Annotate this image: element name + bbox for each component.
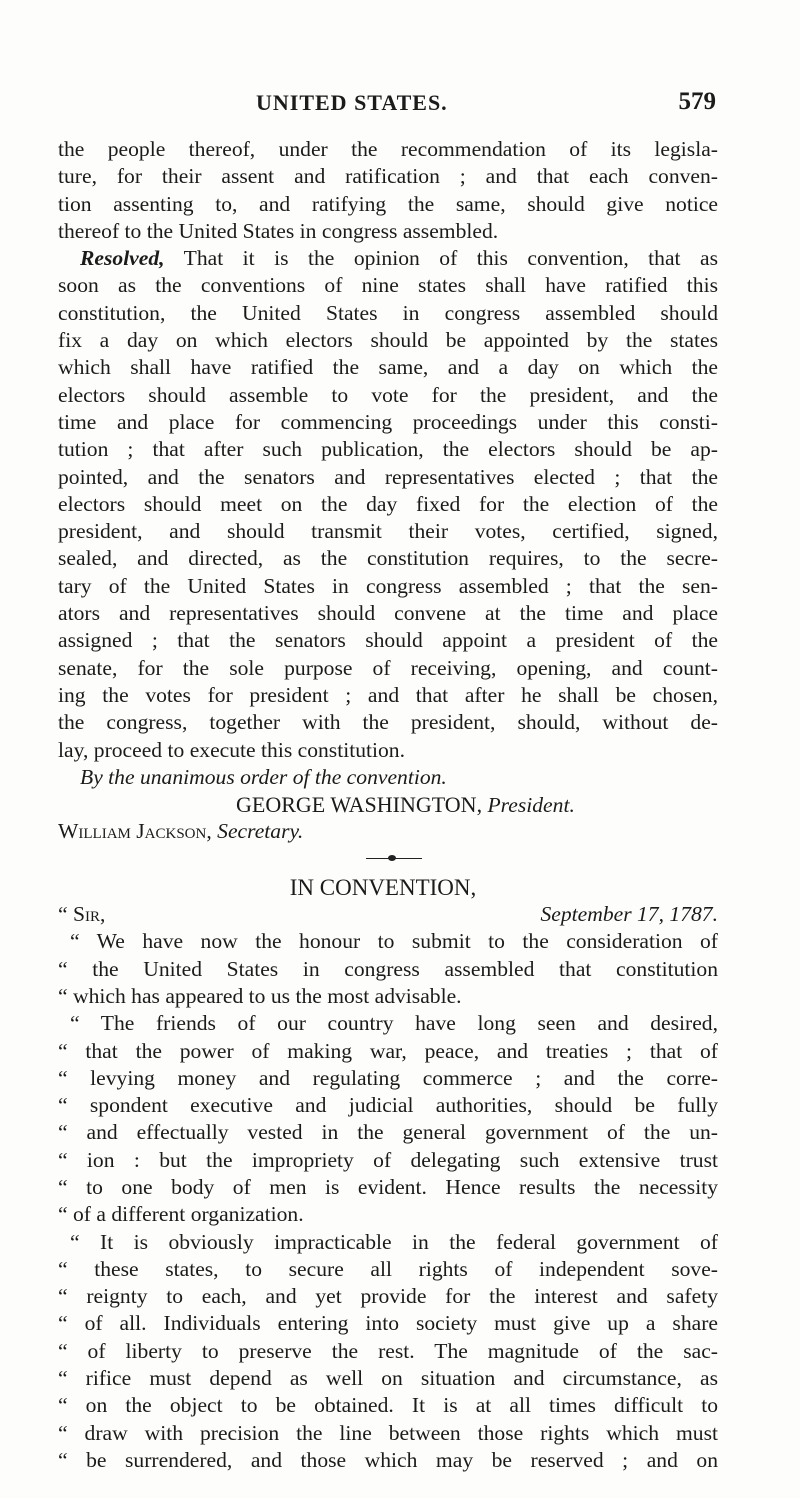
text-line: “ rifice must depend as well on situation and circumstance, as — [58, 1366, 718, 1391]
text-line: senate, for the sole purpose of receiving, opening, and count- — [58, 655, 718, 680]
text-line: “ on the object to be obtained. It is at all times difficult to — [58, 1393, 718, 1418]
text-line: “ and effectually vested in the general government of the un- — [58, 1120, 718, 1145]
divider-ornament — [388, 855, 396, 861]
text-line: president, and should transmit their votes, certified, signed, — [58, 519, 718, 544]
secretary-name: William Jackson, — [58, 819, 212, 844]
salutation-line — [58, 901, 718, 928]
text-line: “ these states, to secure all rights of independent sove- — [58, 1256, 718, 1281]
text-line: ture, for their assent and ratification ; and that each conven- — [58, 164, 718, 189]
resolved-label: Resolved, — [80, 246, 165, 271]
text-line: ing the votes for president ; and that after he shall be chosen, — [58, 682, 718, 707]
text-line: pointed, and the senators and representatives elected ; that the — [58, 464, 718, 489]
president-role: President. — [487, 793, 575, 818]
text-line: “ that the power of making war, peace, and treaties ; that of — [58, 1038, 718, 1063]
by-order-line: By the unanimous order of the convention. — [80, 764, 447, 789]
text-line: sealed, and directed, as the constitution requires, to the secre- — [58, 546, 718, 571]
text-line: “ ion : but the impropriety of delegating such extensive trust — [58, 1147, 718, 1172]
letter-heading: IN CONVENTION, — [289, 874, 477, 900]
page-header — [256, 90, 716, 122]
text-line: “ The friends of our country have long seen and desired, — [70, 1011, 718, 1036]
text-line: assigned ; that the senators should appoint a president of the — [58, 628, 718, 653]
text-line: thereof to the United States in congress assembled. — [58, 218, 499, 243]
text-line: electors should assemble to vote for the president, and the — [58, 382, 718, 407]
text-line: “ draw with precision the line between those rights which must — [58, 1420, 718, 1445]
section-divider — [58, 846, 718, 874]
text-line: “ of liberty to preserve the rest. The magnitude of the sac- — [58, 1338, 718, 1363]
text-line: “ spondent executive and judicial authorities, should be fully — [58, 1093, 718, 1118]
text-line: “ We have now the honour to submit to the consideration of — [70, 929, 718, 954]
body-text — [58, 136, 718, 1474]
text-line: “ levying money and regulating commerce ; and the corre- — [58, 1065, 718, 1090]
text-line: which shall have ratified the same, and a day on which the — [58, 355, 718, 380]
text-line: “ which has appeared to us the most advisable. — [58, 983, 462, 1008]
text-line: time and place for commencing proceedings under this consti- — [58, 409, 718, 434]
text-line: “ of a different organization. — [58, 1202, 304, 1227]
text-line: tution ; that after such publication, the electors should be ap- — [58, 437, 718, 462]
text-line: “ reignty to each, and yet provide for the interest and safety — [58, 1284, 718, 1309]
letter-date: September 17, 1787. — [540, 902, 718, 927]
resolved-first-text: That it is the opinion of this convention, that as — [183, 246, 718, 271]
president-signature — [58, 791, 718, 818]
text-line: the congress, together with the president, should, without de- — [58, 710, 718, 735]
text-line: “ of all. Individuals entering into society must give up a share — [58, 1311, 718, 1336]
text-line: ators and representatives should convene at the time and place — [58, 601, 718, 626]
text-line: electors should meet on the day fixed for the election of the — [58, 491, 718, 516]
text-line: soon as the conventions of nine states shall have ratified this — [58, 273, 718, 298]
text-line: “ be surrendered, and those which may be reserved ; and on — [58, 1447, 718, 1472]
text-line: tary of the United States in congress assembled ; that the sen- — [58, 573, 718, 598]
text-line: constitution, the United States in congress assembled should — [58, 300, 718, 325]
secretary-signature — [58, 818, 718, 845]
president-name: GEORGE WASHINGTON, — [236, 792, 483, 818]
secretary-role: Secretary. — [217, 819, 304, 844]
text-line: lay, proceed to execute this constitution. — [58, 737, 405, 762]
salutation: “ Sir, — [58, 902, 106, 927]
text-line: fix a day on which electors should be appointed by the states — [58, 328, 718, 353]
text-line: “ the United States in congress assembled that constitution — [58, 956, 718, 981]
text-line: the people thereof, under the recommendation of its legisla- — [58, 137, 718, 161]
text-line: tion assenting to, and ratifying the same, should give notice — [58, 191, 718, 216]
running-title: UNITED STATES. — [256, 90, 448, 115]
resolved-paragraph-start — [58, 245, 718, 272]
text-line: “ It is obviously impracticable in the federal government of — [70, 1229, 718, 1254]
page-number: 579 — [678, 88, 716, 115]
text-line: “ to one body of men is evident. Hence results the necessity — [58, 1174, 718, 1199]
